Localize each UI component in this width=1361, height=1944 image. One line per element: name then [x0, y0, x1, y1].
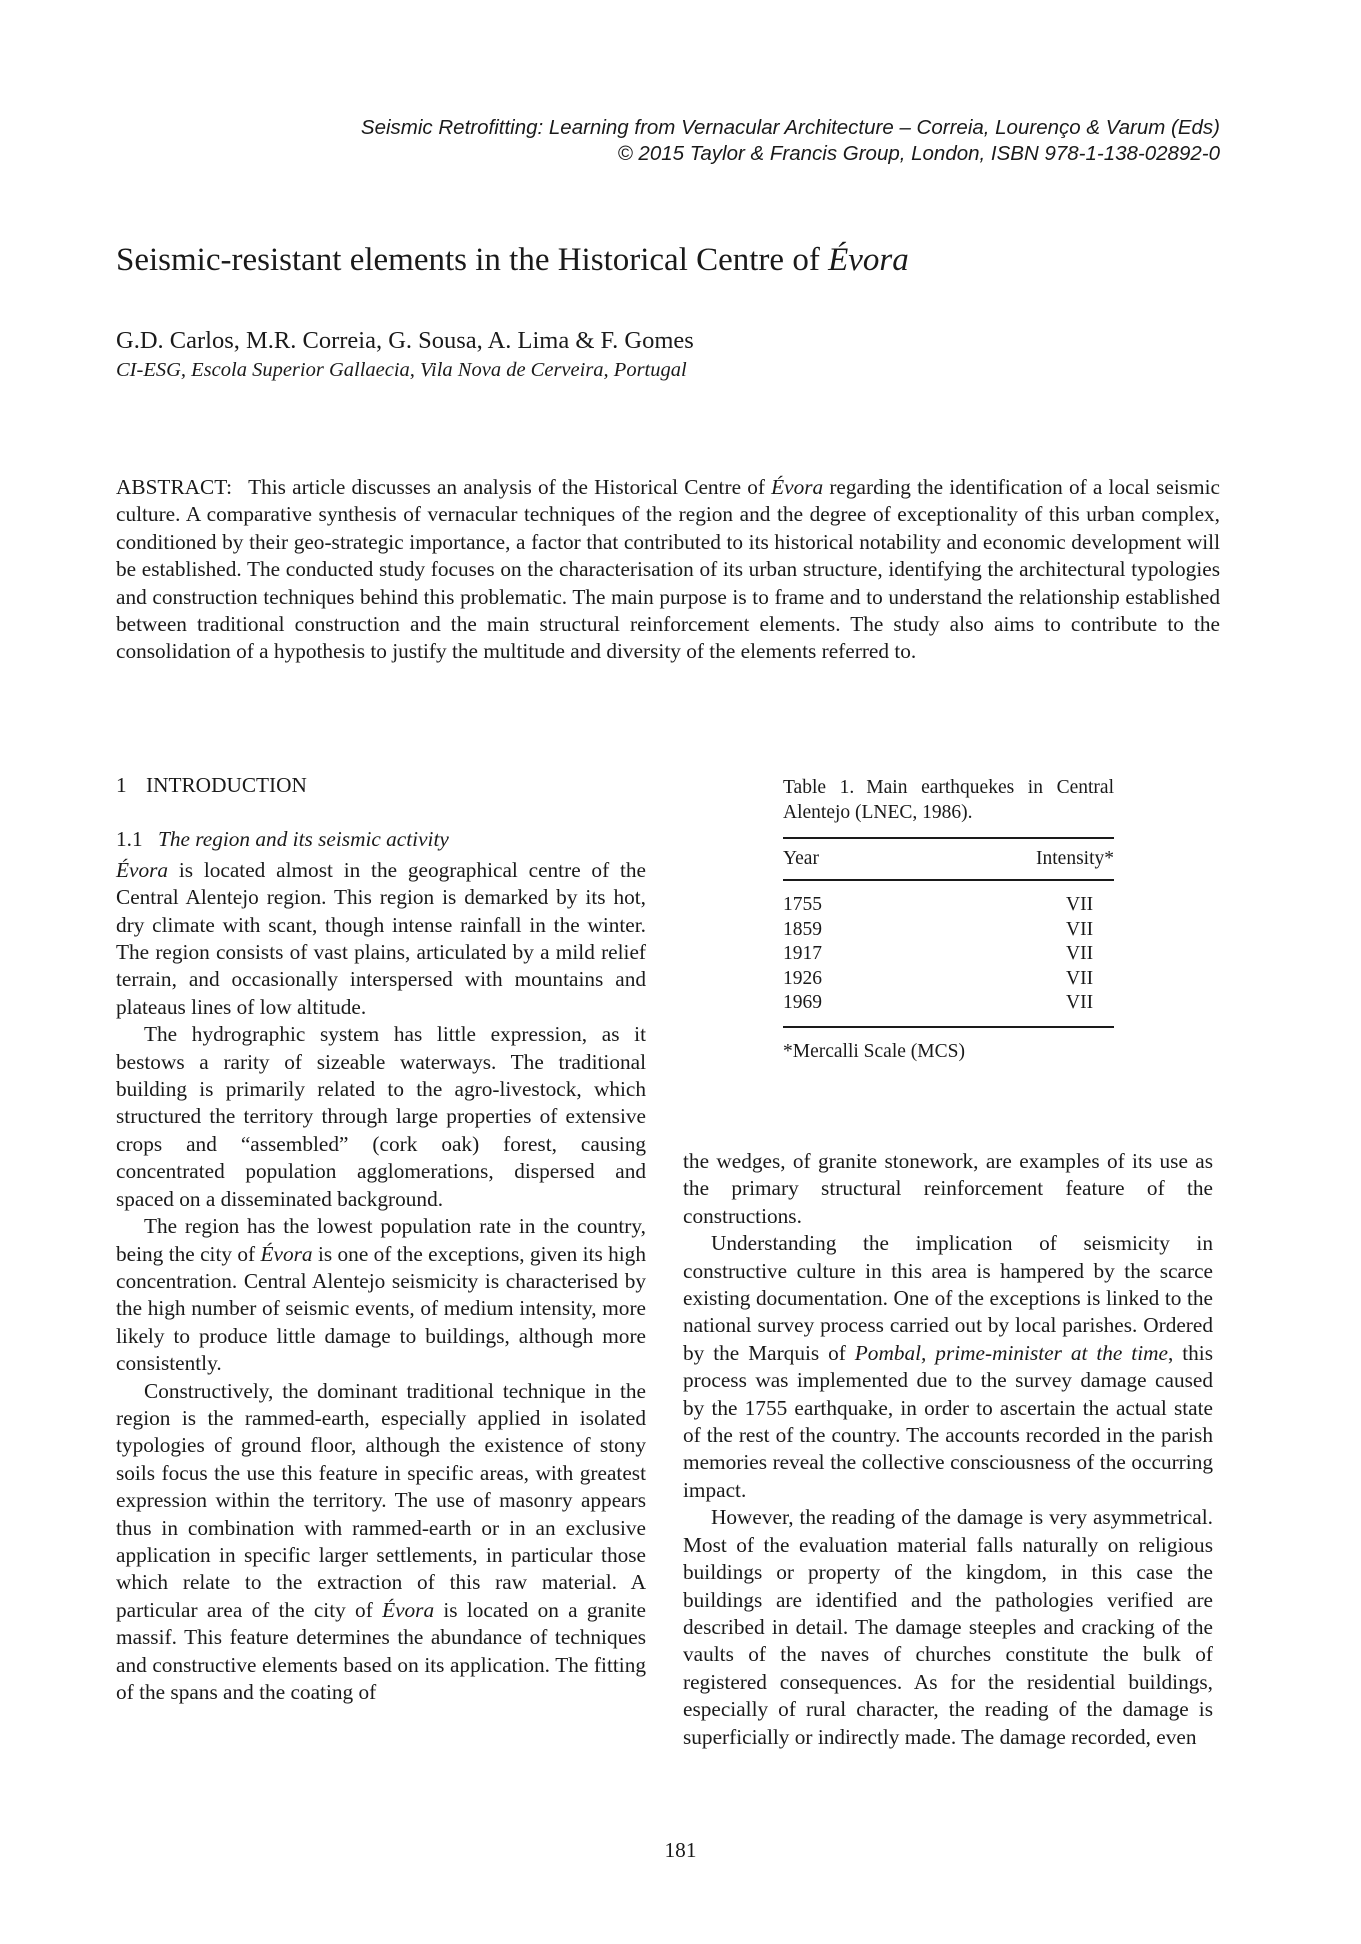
cell-intensity: VII: [1066, 967, 1094, 989]
table-row: [783, 880, 1114, 918]
paragraph-text: , this process was implemented due to the survey damage caused by the 1755 earthquake, in order to ascertain the actual state of the rest of the country. The accounts recorded in the parish memories reveal the collective consciousness of the occurring impact.: [683, 1340, 1214, 1502]
left-column: [116, 772, 646, 1706]
paper-title-italic: Évora: [828, 242, 909, 278]
italic-term: Évora: [382, 1597, 435, 1622]
table-row: [783, 967, 1114, 992]
table-row: [783, 942, 1114, 967]
paragraph-text: Constructively, the dominant traditional technique in the region is the rammed-earth, especially applied in isolated typologies of ground floor, although the existence of stony soils focus the use this feature in specific areas, with greatest expression within the territory. The use of masonry appears thus in combination with rammed-earth or in an exclusive application in specific larger settlements, in particular those which relate to the extraction of this raw material. A particular area of the city of: [116, 1378, 646, 1622]
cell-intensity: VII: [1066, 918, 1094, 940]
paragraph: However, the reading of the damage is very asymmetrical. Most of the evaluation material falls naturally on religious buildings or property of the kingdom, in this case the buildings are identified and the pathologies verified are described in detail. The damage steeples and cracking of the vaults of the naves of churches constitute the bulk of registered consequences. As for the residential buildings, especially of rural character, the reading of the damage is superficially or indirectly made. The damage recorded, even: [683, 1505, 1213, 1749]
section-title: INTRODUCTION: [146, 773, 307, 797]
table-caption-text: Main earthquekes in Central Alentejo (LNEC, 1986).: [783, 777, 1114, 823]
cell-year: 1859: [783, 918, 822, 940]
right-column: [683, 1148, 1213, 1751]
column-header-year: Year: [783, 838, 825, 880]
table-header-row: [783, 838, 1114, 880]
cell-intensity: VII: [1066, 894, 1094, 915]
cell-intensity: VII: [825, 991, 1114, 1027]
abstract: [116, 474, 1220, 666]
section-heading: [116, 772, 646, 799]
italic-term: Évora: [260, 1241, 313, 1266]
paragraph: [116, 1213, 646, 1377]
abstract-text-2: regarding the identification of a local seismic culture. A comparative synthesis of vernacular techniques of the region and the degree of exceptionality of this urban complex, conditioned by their geo-strategic importance, a factor that contributed to its historical notability and economic development will be established. The conducted study focuses on the characterisation of its urban structure, identifying the architectural typologies and construction techniques behind this problematic. The main purpose is to frame and to understand the relationship established between traditional construction and the main structural reinforcement elements. The study also aims to contribute to the consolidation of a hypothesis to justify the multitude and diversity of the elements referred to.: [116, 475, 1220, 664]
running-header-line-2: © 2015 Taylor & Francis Group, London, ISBN 978-1-138-02892-0: [617, 142, 1220, 165]
abstract-text-1: This article discusses an analysis of the Historical Centre of: [248, 475, 772, 499]
table-footnote: *Mercalli Scale (MCS): [783, 1040, 965, 1062]
paragraph-text: is one of the exceptions, given its high concentration. Central Alentejo seismicity is characterised by the high number of seismic events, of medium intensity, more likely to produce little damage to buildings, although more consistently.: [116, 1241, 646, 1376]
running-header-line-1: Seismic Retrofitting: Learning from Vernacular Architecture – Correia, Lourenço & Varum (Eds): [360, 116, 1220, 139]
cell-year: 1755: [783, 894, 822, 915]
authors: G.D. Carlos, M.R. Correia, G. Sousa, A. Lima & F. Gomes: [116, 327, 694, 354]
subsection-heading: [116, 826, 646, 853]
running-header: [361, 115, 1220, 167]
table-row: [783, 918, 1114, 943]
paragraph-text: Understanding the implication of seismicity in constructive culture in this area is hampered by the scarce existing documentation. One of the exceptions is linked to the national survey process carried out by local parishes. Ordered by the Marquis of: [683, 1231, 1213, 1365]
abstract-italic: Évora: [771, 475, 824, 499]
earthquake-table: [783, 837, 1114, 1028]
page-number: 181: [664, 1838, 697, 1862]
cell-year: 1969: [783, 991, 825, 1027]
paper-title-main: Seismic-resistant elements in the Historical Centre of: [116, 242, 829, 278]
cell-year: 1926: [783, 967, 822, 989]
paragraph-text: is located almost in the geographical centre of the Central Alentejo region. This region is demarked by its hot, dry climate with scant, though intense rainfall in the winter. The region consists of vast plains, articulated by a mild relief terrain, and occasionally interspersed with mountains and plateaus lines of low altitude.: [116, 857, 646, 1019]
paragraph: the wedges, of granite stonework, are examples of its use as the primary structural reinforcement feature of the constructions.: [683, 1149, 1213, 1228]
paragraph: [116, 857, 646, 1021]
paragraph-text: is located on a granite massif. This feature determines the abundance of techniques and constructive elements based on its application. The fitting of the spans and the coating of: [116, 1597, 646, 1704]
abstract-label: ABSTRACT:: [116, 475, 233, 499]
italic-term: Pombal, prime-minister at the time: [854, 1340, 1168, 1365]
table-row: [783, 991, 1114, 1027]
paragraph: The hydrographic system has little expression, as it bestows a rarity of sizeable waterways. The traditional building is primarily related to the agro-livestock, which structured the territory through large properties of extensive crops and “assembled” (cork oak) forest, causing concentrated population agglomerations, dispersed and spaced on a disseminated background.: [116, 1022, 646, 1211]
italic-term: Évora: [116, 857, 169, 882]
cell-year: 1917: [783, 943, 822, 965]
subsection-number: 1.1: [116, 827, 143, 852]
table-caption: [783, 776, 1114, 825]
table-1: [783, 776, 1114, 1064]
affiliation: CI-ESG, Escola Superior Gallaecia, Vila Nova de Cerveira, Portugal: [116, 359, 687, 381]
table-label: Table 1.: [783, 777, 855, 798]
column-header-intensity: Intensity*: [825, 838, 1114, 880]
subsection-title: The region and its seismic activity: [158, 827, 449, 852]
cell-intensity: VII: [1066, 943, 1094, 965]
paragraph: [683, 1230, 1213, 1504]
section-number: 1: [116, 773, 127, 797]
paragraph-text: The region has the lowest population rate in the country, being the city of: [116, 1214, 646, 1266]
paragraph: [116, 1378, 646, 1707]
paper-title: [116, 240, 909, 280]
